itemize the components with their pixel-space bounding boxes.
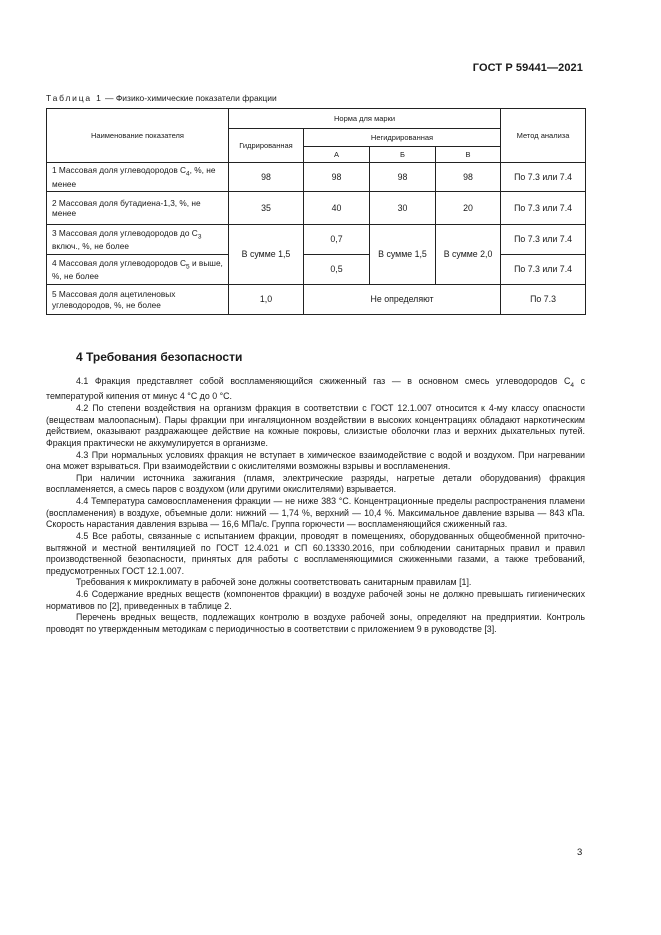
cell-hydro: 1,0 [229,285,304,315]
paragraph: 4.6 Содержание вредных веществ (компонентов фракции) в воздухе рабочей зоны не должно превышать гигиенических нормативов по [2], приведенных в таблице 2. [46,589,585,611]
section-title: 4 Требования безопасности [76,350,243,364]
header-hydro: Гидрированная [229,129,304,163]
row-name: 1 Массовая доля углеводородов $С_4$, %, не менее [47,163,229,192]
cell-a: 0,7 [304,225,370,255]
cell-a: 40 [304,192,370,225]
cell-method: По 7.3 или 7.4 [501,225,586,255]
paragraph: Требования к микроклимату в рабочей зоне должны соответствовать санитарным правилам [1]. [76,577,472,588]
table-caption-label: Таблица 1 [46,93,103,103]
cell-method: По 7.3 [501,285,586,315]
paragraph: 4.5 Все работы, связанные с испытанием фракции, проводят в помещениях, оборудованных общеобменной приточно-вытяжной и местной вентиляцией по ГОСТ 12.4.021 и СП 60.13330.2016, при соблюдении санитарных правил и правил производственной безопасности, принятых для работы с воспламеняющимися сжиженными газами, а также требований, предусмотренных ГОСТ 12.1.007. [46,530,585,576]
header-grade-a: А [304,147,370,163]
table-row [47,255,586,285]
physchem-table [46,108,586,315]
cell-b: 30 [370,192,436,225]
paragraph: 4.1 Фракция представляет собой воспламеняющийся сжиженный газ — в основном смесь углеводородов $С_4$ с температурой кипения от минус 4 °С до 0 °С. [46,376,586,402]
header-name: Наименование показателя [47,109,229,163]
paragraph: 4.4 Температура самовоспламенения фракции — не ниже 383 °С. Концентрационные пределы распространения пламени (воспламенения) в воздухе, объемные доли: нижний — 1,74 %, верхний — 10,4 %. Максимальное давление взрыва — 843 кПа. Скорость нарастания давления взрыва — 16,6 МПа/с. Группа горючести — воспламеняющийся сжиженный газ. [46,496,585,530]
cell-hydro: 35 [229,192,304,225]
table-row [47,285,586,315]
cell-method: По 7.3 или 7.4 [501,255,586,285]
cell-sum-b: В сумме 1,5 [370,225,436,285]
page-number: 3 [577,847,583,858]
cell-method: По 7.3 или 7.4 [501,192,586,225]
row-name: 2 Массовая доля бутадиена-1,3, %, не менее [47,192,229,225]
table-row [47,225,586,255]
cell-a: 0,5 [304,255,370,285]
row-name: 5 Массовая доля ацетиленовых углеводородов, %, не более [47,285,229,315]
standard-designation: ГОСТ Р 59441—2021 [472,62,583,74]
cell-v: 20 [436,192,501,225]
row-name: 3 Массовая доля углеводородов до $С_3$ включ., %, не более [47,225,229,255]
cell-nonhydro: Не определяют [304,285,501,315]
cell-hydro: 98 [229,163,304,192]
cell-b: 98 [370,163,436,192]
cell-sum-hydro: В сумме 1,5 [229,225,304,285]
header-grade-v: В [436,147,501,163]
cell-v: 98 [436,163,501,192]
paragraph: 4.2 По степени воздействия на организм фракция в соответствии с ГОСТ 12.1.007 относится к 4-му классу опасности (веществам малоопасным). Пары фракции при ингаляционном воздействии в высоких концентрациях обладают наркотическим действием, оказывают раздражающее действие на кожные покровы, слизистые оболочки глаз и верхних дыхательных путей. Фракция практически не аккумулируется в организме. [46,403,585,448]
header-nonhydro: Негидрированная [304,129,501,147]
cell-sum-v: В сумме 2,0 [436,225,501,285]
header-grade-b: Б [370,147,436,163]
cell-method: По 7.3 или 7.4 [501,163,586,192]
cell-a: 98 [304,163,370,192]
paragraph: Перечень вредных веществ, подлежащих контролю в воздухе рабочей зоны, определяют на предприятии. Контроль проводят по утвержденным методикам с периодичностью в соответствии с приложением 9 в руководстве [3]. [46,612,585,634]
header-method: Метод анализа [501,109,586,163]
table-row [47,192,586,225]
table-caption-text: — Физико-химические показатели фракции [102,93,277,103]
section-body [46,376,585,636]
header-norm: Норма для марки [229,109,501,129]
paragraph: При наличии источника зажигания (пламя, электрические разряды, нагретые детали оборудования) фракция воспламеняется, а смесь паров с воздухом (или другими окислителями) взрывается. [46,472,585,495]
table-row [47,163,586,192]
table-caption [46,93,277,103]
row-name: 4 Массовая доля углеводородов $С_5$ и выше, %, не более [47,255,229,285]
paragraph: 4.3 При нормальных условиях фракция не вступает в химическое взаимодействие с водой и воздухом. При нагревании она может взрываться. При взаимодействии с окислителями возможны взрывы и воспламенения. [46,449,585,472]
